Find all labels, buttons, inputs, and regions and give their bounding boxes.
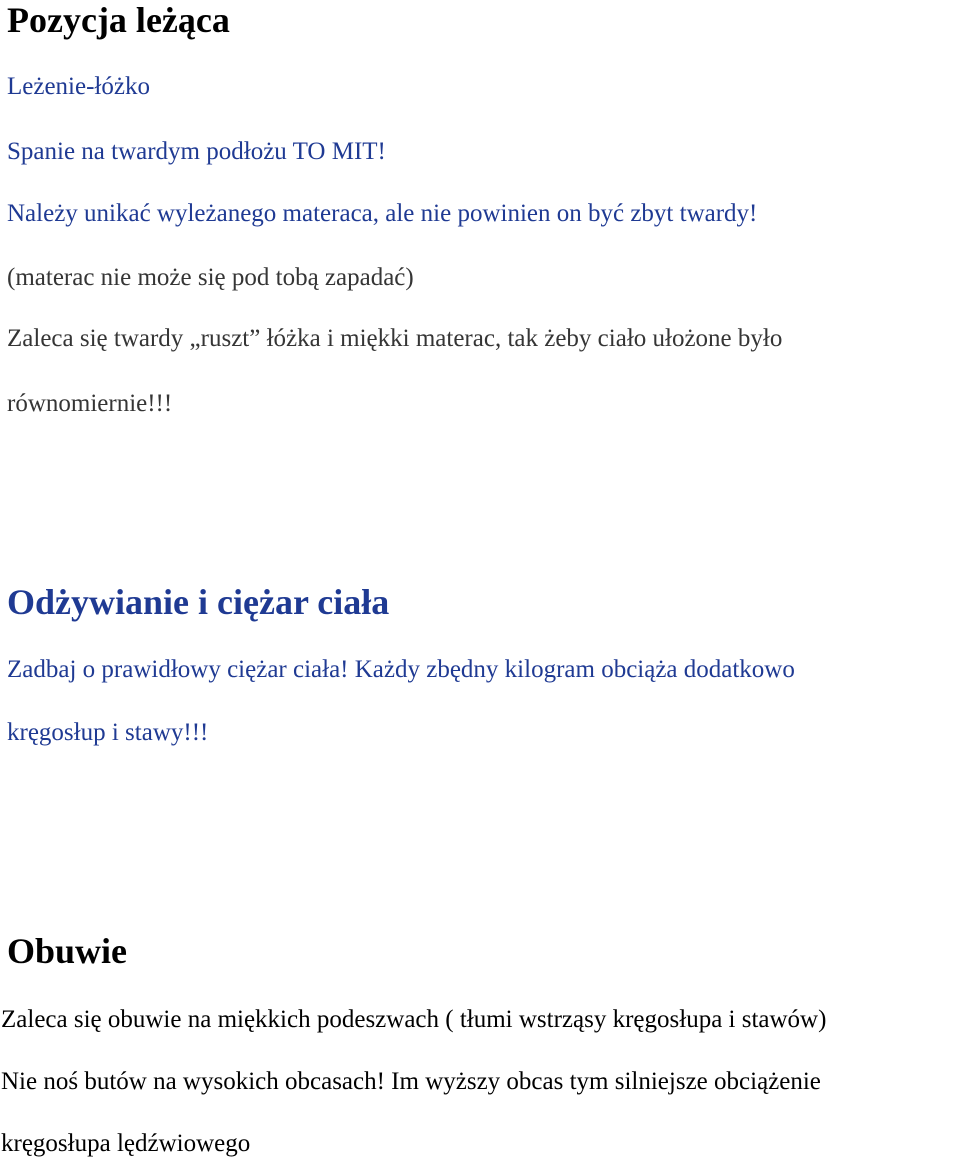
paragraph-line: Zaleca się obuwie na miękkich podeszwach ( tłumi wstrząsy kręgosłupa i stawów) xyxy=(1,1006,827,1033)
section-heading-obuwie: Obuwie xyxy=(7,931,128,971)
paragraph-line: kręgosłup i stawy!!! xyxy=(7,719,209,746)
paragraph-line: Nie noś butów na wysokich obcasach! Im wyższy obcas tym silniejsze obciążenie xyxy=(1,1068,821,1095)
section-heading-odzywianie: Odżywianie i ciężar ciała xyxy=(7,582,390,622)
paragraph-line: Należy unikać wyleżanego materaca, ale nie powinien on być zbyt twardy! xyxy=(7,200,758,227)
section-heading-pozycja-lezaca: Pozycja leżąca xyxy=(7,0,230,40)
paragraph-line: (materac nie może się pod tobą zapadać) xyxy=(7,264,414,291)
paragraph-line: Spanie na twardym podłożu TO MIT! xyxy=(7,138,386,165)
paragraph-line: kręgosłupa lędźwiowego xyxy=(1,1130,251,1157)
paragraph-line: Leżenie-łóżko xyxy=(7,73,150,100)
paragraph-line: równomiernie!!! xyxy=(7,390,173,417)
paragraph-line: Zaleca się twardy „ruszt” łóżka i miękki materac, tak żeby ciało ułożone było xyxy=(7,325,783,352)
paragraph-line: Zadbaj o prawidłowy ciężar ciała! Każdy zbędny kilogram obciąża dodatkowo xyxy=(7,656,795,683)
